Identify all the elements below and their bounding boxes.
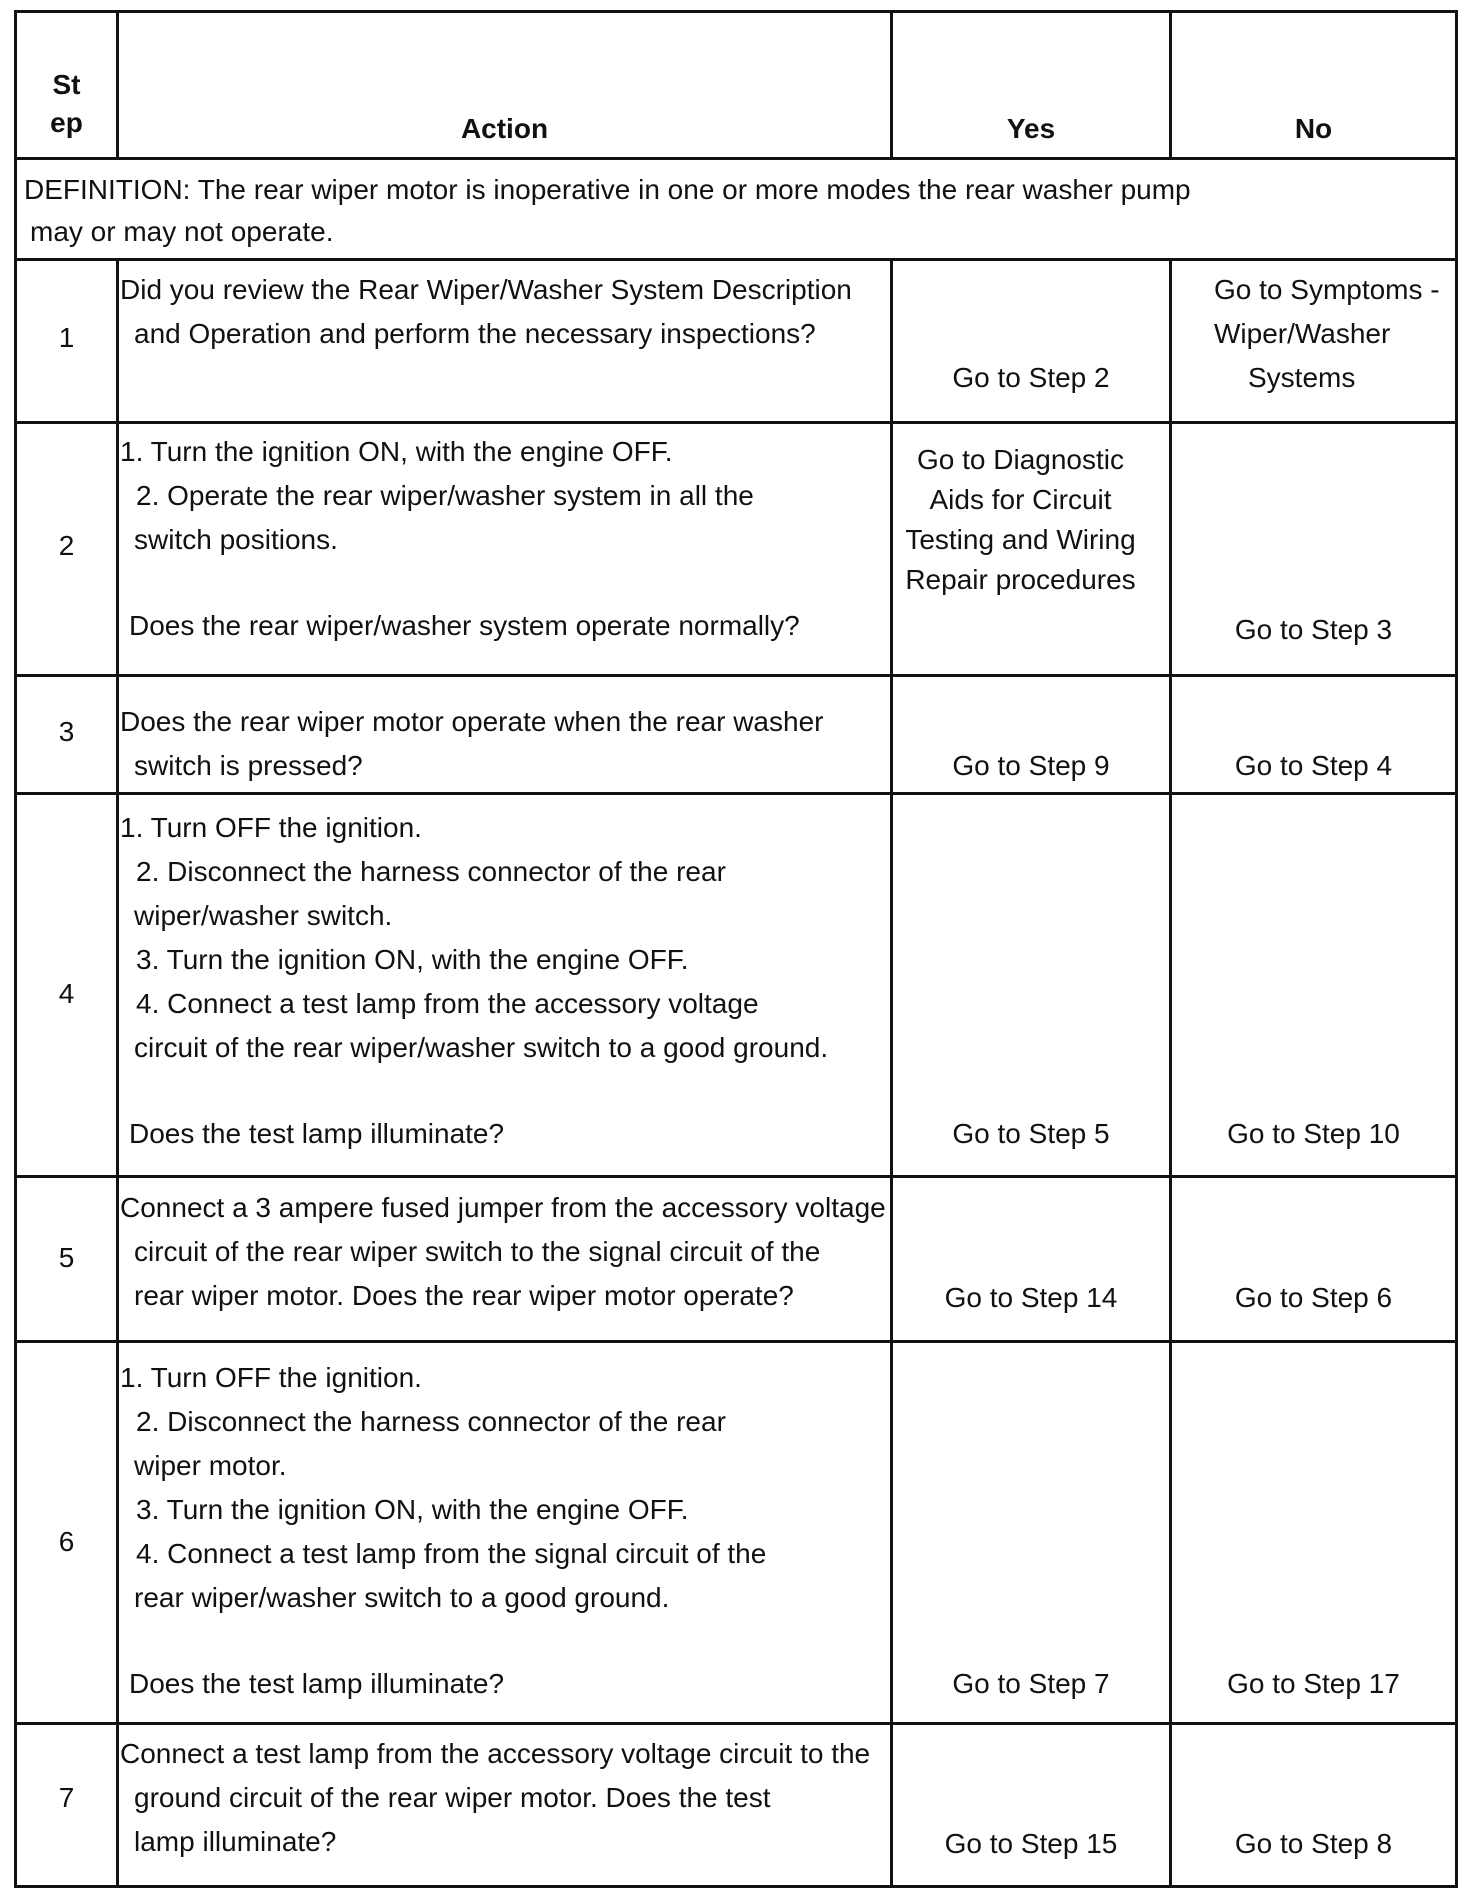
action-text: 1. Turn OFF the ignition. bbox=[120, 1362, 422, 1393]
header-step-line2: ep bbox=[50, 107, 83, 138]
diagnostic-table bbox=[14, 10, 1458, 1890]
table-rule bbox=[14, 1175, 1458, 1178]
no-link[interactable]: Go to Step 3 bbox=[1234, 614, 1393, 645]
header-yes: Yes bbox=[1006, 113, 1056, 144]
action-text: 2. Disconnect the harness connector of the rear bbox=[136, 856, 726, 887]
step-number: 4 bbox=[58, 978, 75, 1009]
table-rule bbox=[14, 421, 1458, 424]
table-border-top bbox=[14, 10, 1458, 13]
no-link[interactable]: Systems bbox=[1248, 362, 1356, 393]
action-text: 3. Turn the ignition ON, with the engine OFF. bbox=[136, 944, 689, 975]
table-rule bbox=[14, 792, 1458, 795]
yes-link[interactable]: Testing and Wiring bbox=[905, 524, 1136, 555]
definition-line1: DEFINITION: The rear wiper motor is inoperative in one or more modes the rear washer pump bbox=[24, 174, 1191, 205]
yes-link[interactable]: Go to Step 2 bbox=[952, 362, 1110, 393]
table-border-bottom bbox=[14, 1885, 1458, 1888]
no-link[interactable]: Go to Step 8 bbox=[1234, 1828, 1393, 1859]
action-text: circuit of the rear wiper/washer switch to a good ground. bbox=[134, 1032, 829, 1063]
table-border-left bbox=[14, 10, 17, 1888]
action-text: 1. Turn the ignition ON, with the engine OFF. bbox=[120, 436, 673, 467]
step-number: 5 bbox=[58, 1242, 75, 1273]
action-text: wiper motor. bbox=[134, 1450, 287, 1481]
action-text: lamp illuminate? bbox=[134, 1826, 337, 1857]
no-link[interactable]: Wiper/Washer bbox=[1214, 318, 1391, 349]
no-link[interactable]: Go to Step 4 bbox=[1234, 750, 1393, 781]
table-rule-vertical bbox=[116, 258, 119, 1888]
action-text: and Operation and perform the necessary inspections? bbox=[134, 318, 816, 349]
table-rule bbox=[14, 157, 1458, 160]
no-link[interactable]: Go to Step 17 bbox=[1227, 1668, 1400, 1699]
action-text: 2. Disconnect the harness connector of the rear bbox=[136, 1406, 726, 1437]
table-rule bbox=[14, 674, 1458, 677]
step-number: 3 bbox=[58, 716, 75, 747]
yes-link[interactable]: Go to Step 15 bbox=[944, 1828, 1118, 1859]
action-text: rear wiper/washer switch to a good ground. bbox=[134, 1582, 670, 1613]
yes-link[interactable]: Go to Step 7 bbox=[952, 1668, 1110, 1699]
action-text: wiper/washer switch. bbox=[134, 900, 393, 931]
action-text: 1. Turn OFF the ignition. bbox=[120, 812, 422, 843]
header-step bbox=[17, 66, 116, 142]
action-text: Connect a 3 ampere fused jumper from the accessory voltage bbox=[120, 1192, 886, 1223]
table-border-right bbox=[1455, 10, 1458, 1888]
table-rule-vertical bbox=[1169, 258, 1172, 1888]
header-action: Action bbox=[460, 113, 549, 144]
action-text: rear wiper motor. Does the rear wiper motor operate? bbox=[134, 1280, 794, 1311]
step-number: 6 bbox=[58, 1526, 75, 1557]
step-number: 7 bbox=[58, 1782, 75, 1813]
action-text: Does the rear wiper motor operate when the rear washer bbox=[120, 706, 824, 737]
action-question: Does the rear wiper/washer system operate normally? bbox=[129, 610, 800, 641]
action-text: Did you review the Rear Wiper/Washer System Description bbox=[120, 274, 852, 305]
header-step-line1: St bbox=[52, 69, 81, 100]
action-question: Does the test lamp illuminate? bbox=[129, 1668, 505, 1699]
step-number: 1 bbox=[58, 322, 75, 353]
table-rule bbox=[14, 1340, 1458, 1343]
no-link[interactable]: Go to Symptoms - bbox=[1214, 274, 1440, 305]
table-rule bbox=[14, 258, 1458, 261]
yes-link[interactable]: Go to Step 5 bbox=[952, 1118, 1110, 1149]
step-number: 2 bbox=[58, 530, 75, 561]
header-no: No bbox=[1294, 113, 1333, 144]
no-link[interactable]: Go to Step 6 bbox=[1234, 1282, 1393, 1313]
yes-link[interactable]: Repair procedures bbox=[905, 564, 1136, 595]
action-text: 4. Connect a test lamp from the signal circuit of the bbox=[136, 1538, 767, 1569]
action-text: 3. Turn the ignition ON, with the engine OFF. bbox=[136, 1494, 689, 1525]
yes-link[interactable]: Go to Step 9 bbox=[952, 750, 1110, 781]
yes-link[interactable]: Go to Step 14 bbox=[944, 1282, 1118, 1313]
definition-line2: may or may not operate. bbox=[30, 216, 334, 247]
yes-link[interactable]: Go to Diagnostic bbox=[917, 444, 1124, 475]
action-text: 4. Connect a test lamp from the accessory voltage bbox=[136, 988, 759, 1019]
action-text: 2. Operate the rear wiper/washer system in all the bbox=[136, 480, 754, 511]
no-link[interactable]: Go to Step 10 bbox=[1227, 1118, 1400, 1149]
action-text: switch positions. bbox=[134, 524, 338, 555]
yes-link[interactable]: Aids for Circuit bbox=[929, 484, 1112, 515]
table-rule bbox=[14, 1722, 1458, 1725]
action-text: circuit of the rear wiper switch to the signal circuit of the bbox=[134, 1236, 821, 1267]
action-text: ground circuit of the rear wiper motor. Does the test bbox=[134, 1782, 771, 1813]
action-text: Connect a test lamp from the accessory voltage circuit to the bbox=[120, 1738, 871, 1769]
action-question: Does the test lamp illuminate? bbox=[129, 1118, 505, 1149]
action-text: switch is pressed? bbox=[134, 750, 363, 781]
